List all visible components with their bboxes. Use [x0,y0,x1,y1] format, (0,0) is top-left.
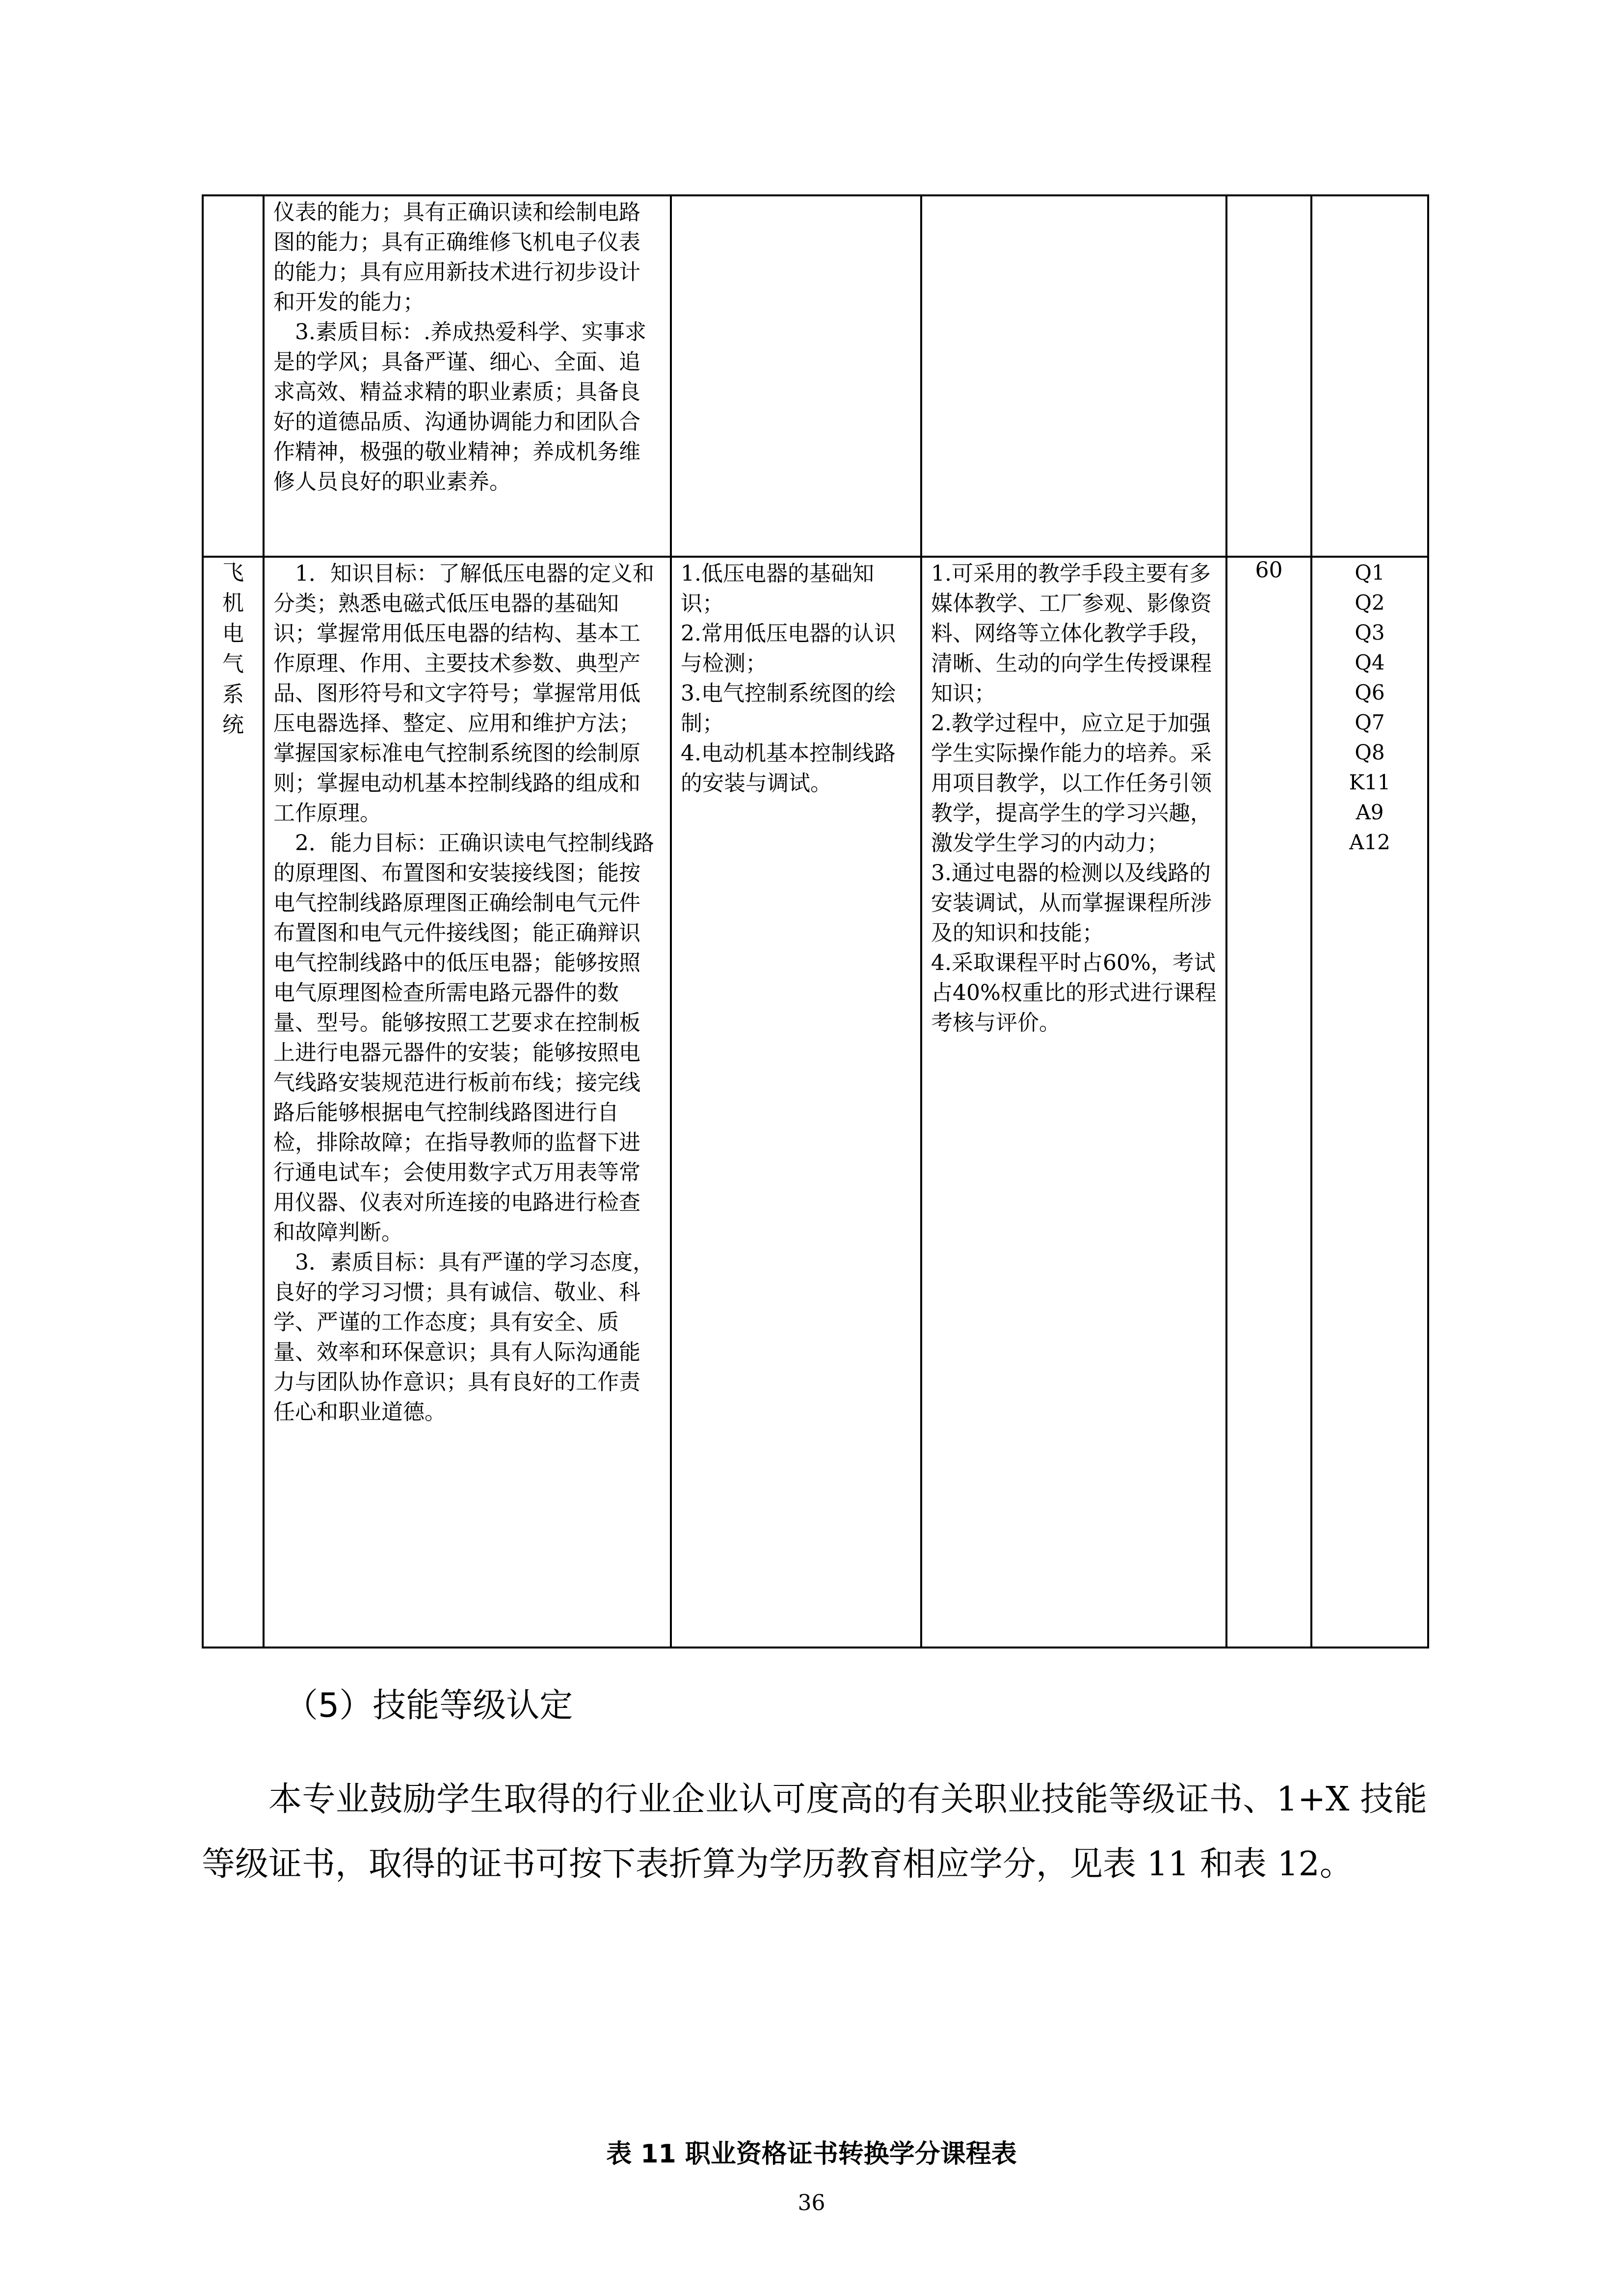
method-item: 4.采取课程平时占60%，考试占40%权重比的形式进行课程考核与评价。 [931,950,1217,1035]
content-item: 3.电气控制系统图的绘制； [681,681,896,736]
codes-cell [1311,557,1428,1648]
body-paragraph: 本专业鼓励学生取得的行业企业认可度高的有关职业技能等级证书、1+X 技能等级证书，取得的证书可按下表折算为学历教育相应学分，见表 11 和表 12。 [202,1780,1427,1884]
objective-paragraph: 仪表的能力；具有正确识读和绘制电路图的能力；具有正确维修飞机电子仪表的能力；具有应用新技术进行初步设计和开发的能力； [273,200,640,315]
hours-cell [1226,195,1311,557]
method-item: 3.通过电器的检测以及线路的安装调试，从而掌握课程所涉及的知识和技能； [931,861,1212,945]
method-item: 2.教学过程中，应立足于加强学生实际操作能力的培养。采用项目教学，以工作任务引领教学，提高学生的学习兴趣，激发学生学习的内动力； [931,711,1212,856]
content-item: 4.电动机基本控制线路的安装与调试。 [681,741,896,796]
hours-value: 60 [1255,558,1283,583]
course-name: 飞机电气系统 [222,560,244,737]
code-item: Q8 [1355,740,1385,764]
content-item: 2.常用低压电器的认识与检测； [681,621,896,676]
objective-paragraph: 3.素质目标：.养成热爱科学、实事求是的学风；具备严谨、细心、全面、追求高效、精益求精的职业素质；具备良好的道德品质、沟通协调能力和团队合作精神，极强的敬业精神；养成机务维修人员良好的职业素养。 [273,320,646,494]
objective-paragraph: 1．知识目标：了解低压电器的定义和分类；熟悉电磁式低压电器的基础知识；掌握常用低压电器的结构、基本工作原理、作用、主要技术参数、典型产品、图形符号和文字符号；掌握常用低压电器选择、整定、应用和维护方法；掌握国家标准电气控制系统图的绘制原则；掌握电动机基本控制线路的组成和工作原理。 [273,561,654,826]
objectives-cell [264,195,671,557]
code-item: K11 [1349,770,1391,794]
page-number: 36 [798,2190,825,2215]
table-row [203,557,1428,1648]
code-item: Q2 [1355,591,1385,615]
code-item: Q3 [1355,621,1385,645]
code-item: Q7 [1355,710,1385,734]
table-caption: 表 11 职业资格证书转换学分课程表 [606,2139,1017,2169]
section-heading: （5）技能等级认定 [285,1686,573,1725]
methods-cell [921,557,1226,1648]
methods-cell [921,195,1226,557]
hours-cell [1226,557,1311,1648]
codes-cell [1311,195,1428,557]
code-item: Q4 [1355,650,1385,675]
content-cell [671,195,921,557]
objectives-cell [264,557,671,1648]
objective-paragraph: 3．素质目标：具有严谨的学习态度，良好的学习习惯；具有诚信、敬业、科学、严谨的工作态度；具有安全、质量、效率和环保意识；具有人际沟通能力与团队协作意识；具有良好的工作责任心和职业道德。 [273,1250,654,1425]
code-item: Q6 [1355,680,1385,704]
table-row [203,195,1428,557]
content-cell [671,557,921,1648]
category-cell [203,557,264,1648]
code-item: A9 [1356,800,1384,824]
objective-paragraph: 2．能力目标：正确识读电气控制线路的原理图、布置图和安装接线图；能按电气控制线路原理图正确绘制电气元件布置图和电气元件接线图；能正确辩识电气控制线路中的低压电器；能够按照电气原理图检查所需电路元器件的数量、型号。能够按照工艺要求在控制板上进行电器元器件的安装；能够按照电气线路安装规范进行板前布线；接完线路后能够根据电气控制线路图进行自检，排除故障；在指导教师的监督下进行通电试车；会使用数字式万用表等常用仪器、仪表对所连接的电路进行检查和故障判断。 [273,831,654,1245]
course-table [202,194,1429,1648]
code-item: A12 [1349,830,1390,854]
code-item: Q1 [1355,561,1385,585]
method-item: 1.可采用的教学手段主要有多媒体教学、工厂参观、影像资料、网络等立体化教学手段，清晰、生动的向学生传授课程知识； [931,561,1212,706]
category-cell [203,195,264,557]
content-item: 1.低压电器的基础知识； [681,561,874,616]
